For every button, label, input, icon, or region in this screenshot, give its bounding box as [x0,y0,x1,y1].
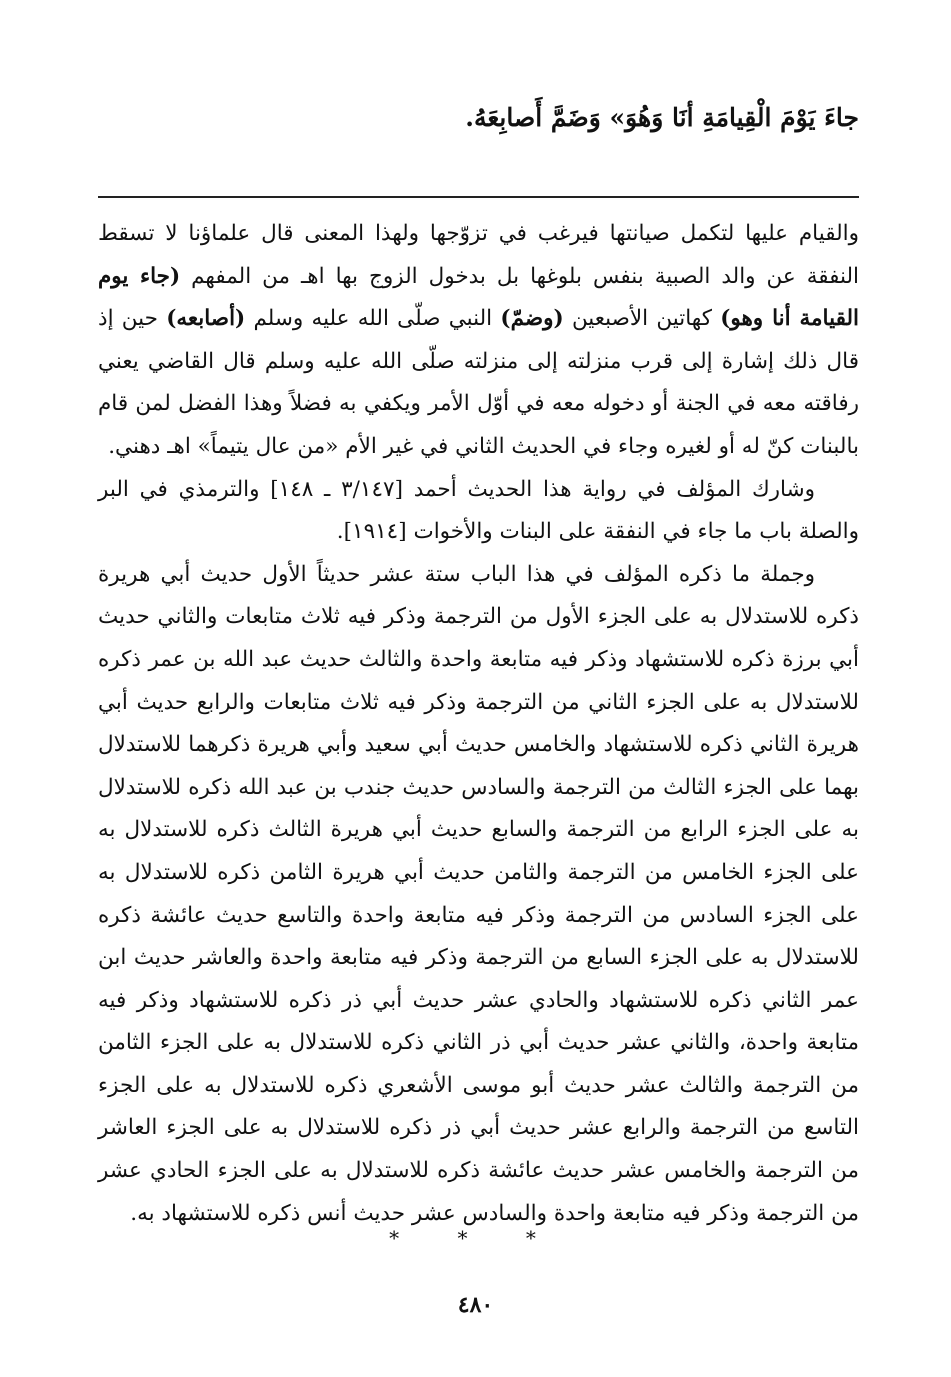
commentary-paragraph-1 [98,213,859,469]
commentary-paragraph-3: وجملة ما ذكره المؤلف في هذا الباب ستة عشر حديثاً الأول حديث أبي هريرة ذكره للاستدلال به على الجزء الأول من الترجمة وذكر فيه ثلاث متابعات والثاني حديث أبي برزة ذكره للاستشهاد وذكر فيه متابعة واحدة والثالث حديث عبد الله بن عمر ذكره للاستدلال به على الجزء الثاني من الترجمة وذكر فيه ثلاث متابعات والرابع حديث أبي هريرة الثاني ذكره للاستشهاد والخامس حديث أبي سعيد وأبي هريرة ذكرهما للاستدلال بهما على الجزء الثالث من الترجمة والسادس حديث جندب بن عبد الله ذكره للاستدلال به على الجزء الرابع من الترجمة والسابع حديث أبي هريرة الثالث ذكره للاستدلال به على الجزء الخامس من الترجمة والثامن حديث أبي هريرة الثامن ذكره للاستدلال به على الجزء السادس من الترجمة وذكر فيه متابعة واحدة والتاسع حديث عائشة ذكره للاستدلال به على الجزء السابع من الترجمة وذكر فيه متابعة واحدة والعاشر حديث ابن عمر الثاني ذكره للاستشهاد والحادي عشر حديث أبي ذر ذكره للاستشهاد وذكر فيه متابعة واحدة، والثاني عشر حديث أبي ذر الثاني ذكره للاستدلال به على الجزء الثامن من الترجمة والثالث عشر حديث أبو موسى الأشعري ذكره للاستدلال به على الجزء التاسع من الترجمة والرابع عشر حديث أبي ذر ذكره للاستدلال به على الجزء العاشر من الترجمة والخامس عشر حديث عائشة ذكره للاستدلال به على الجزء الحادي عشر من الترجمة وذكر فيه متابعة واحدة والسادس عشر حديث أنس ذكره للاستشهاد به. [98,561,859,1226]
commentary-text: النبي صلّى الله عليه وسلم [245,306,501,332]
quoted-hadith-phrase: (وضمّ) [500,306,564,332]
commentary-text: حين إذ قال ذلك إشارة إلى قرب منزلته إلى منزلته صلّى الله عليه وسلم قال القاضي يعني رفاقته معه في الجنة أو دخوله معه في أوّل الأمر ويكفي به فضلاً وهذا الفضل لمن قام بالبنات كنّ له أو لغيره وجاء في الحديث الثاني في غير الأم «من عال يتيماً» اهـ دهني. [98,306,859,459]
page-number: ٤٨٠ [457,1292,494,1318]
quoted-hadith-phrase: (جاء يوم القيامة أنا وهو) [98,263,859,332]
commentary-text: كهاتين الأصبعين [563,306,721,332]
commentary-block [98,213,859,1235]
commentary-text: والقيام عليها لتكمل صيانتها فيرغب في تزوّجها ولهذا المعنى قال علماؤنا لا تسقط النفقة عن والد الصبية بنفس بلوغها بل بدخول الزوج بها اهـ من المفهم [98,221,859,289]
hadith-text-continuation: جاءَ يَوْمَ الْقِيامَةِ أنَا وَهُوَ» وَضَمَّ أَصابِعَهُ. [465,103,859,132]
section-end-stars: * * * [389,1226,562,1250]
footnote-separator-rule [98,196,859,198]
quoted-hadith-phrase: (أصابعه) [166,306,246,332]
commentary-paragraph-2: وشارك المؤلف في رواية هذا الحديث أحمد [٣/١٤٧ ـ ١٤٨] والترمذي في البر والصلة باب ما جاء في النفقة على البنات والأخوات [١٩١٤]. [98,476,859,545]
